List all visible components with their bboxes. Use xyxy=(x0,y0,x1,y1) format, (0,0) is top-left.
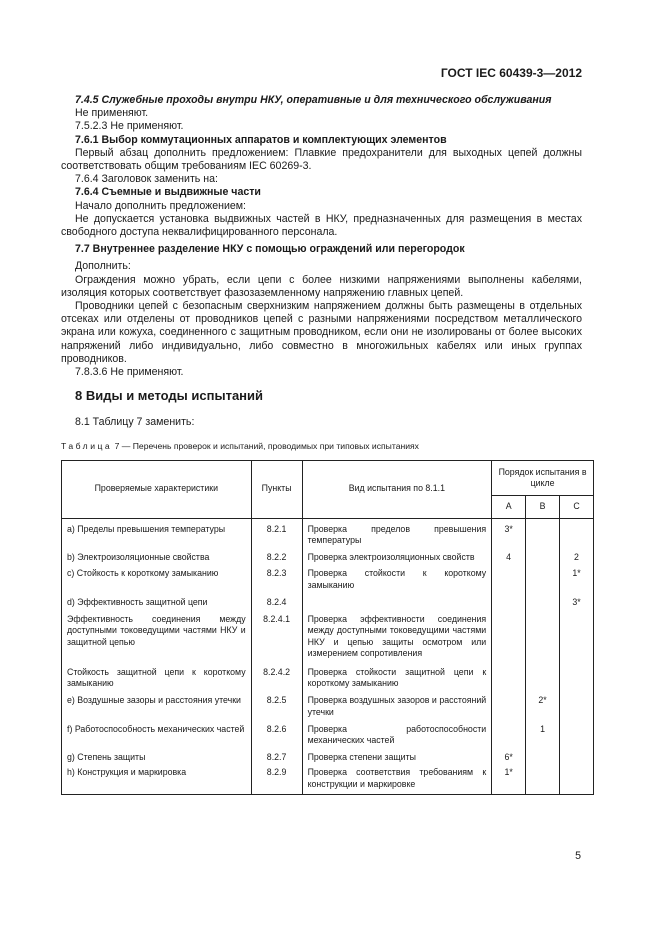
paragraph: Не применяют. xyxy=(75,107,149,120)
table-caption xyxy=(61,440,582,453)
table-row xyxy=(62,550,594,566)
cell-order-a xyxy=(492,693,526,721)
paragraph: 7.6.4 Заголовок заменить на: xyxy=(75,173,218,186)
document-body xyxy=(61,94,587,795)
cell-order-c xyxy=(560,750,594,765)
paragraph: 7.8.3.6 Не применяют. xyxy=(75,366,184,379)
cell-order-b xyxy=(526,518,560,550)
cell-order-a: 6* xyxy=(492,750,526,765)
cell-order-b xyxy=(526,765,560,794)
header-col-a: A xyxy=(492,495,526,518)
tests-table xyxy=(61,460,594,795)
cell-test-type: Проверка эффективности соединения между доступными токоведущими частями НКУ и цепью защиты осмотром или измерением сопротивления xyxy=(302,612,492,665)
clause-heading: 7.4.5 Служебные проходы внутри НКУ, оперативные и для технического обслуживания xyxy=(75,94,552,106)
cell-characteristic: c) Стойкость к короткому замыканию xyxy=(62,566,252,594)
cell-clause: 8.2.4 xyxy=(251,595,302,612)
cell-test-type: Проверка стойкости защитной цепи к короткому замыканию xyxy=(302,665,492,693)
cell-order-a: 4 xyxy=(492,550,526,566)
table-caption-text: 7 — Перечень проверок и испытаний, проводимых при типовых испытаниях xyxy=(114,440,419,451)
table-row xyxy=(62,566,594,594)
cell-characteristic: Стойкость защитной цепи к короткому замыканию xyxy=(62,665,252,693)
cell-clause: 8.2.4.2 xyxy=(251,665,302,693)
cell-order-a xyxy=(492,566,526,594)
cell-characteristic: d) Эффективность защитной цепи xyxy=(62,595,252,612)
cell-characteristic: f) Работоспособность механических частей xyxy=(62,722,252,750)
document-code: ГОСТ IEC 60439-3—2012 xyxy=(440,66,582,80)
cell-order-c: 2 xyxy=(560,550,594,566)
cell-clause: 8.2.6 xyxy=(251,722,302,750)
cell-order-c: 1* xyxy=(560,566,594,594)
table-row xyxy=(62,693,594,721)
cell-characteristic: b) Электроизоляционные свойства xyxy=(62,550,252,566)
cell-test-type: Проверка соответствия требованиям к конструкции и маркировке xyxy=(302,765,492,794)
cell-order-b: 1 xyxy=(526,722,560,750)
table-caption-word: Таблица xyxy=(61,440,113,451)
cell-order-b xyxy=(526,566,560,594)
cell-characteristic: g) Степень защиты xyxy=(62,750,252,765)
paragraph: Ограждения можно убрать, если цепи с более низкими напряжениями выполнены кабелями, изоляция которых соответствует фазозаземленному напряжению главных цепей. xyxy=(61,273,582,299)
table-row xyxy=(62,750,594,765)
cell-order-b xyxy=(526,550,560,566)
header-test-type: Вид испытания по 8.1.1 xyxy=(302,460,492,518)
clause-heading: 7.7 Внутреннее разделение НКУ с помощью ограждений или перегородок xyxy=(75,243,465,256)
cell-order-c xyxy=(560,665,594,693)
cell-order-a xyxy=(492,612,526,665)
table-row xyxy=(62,518,594,550)
cell-test-type: Проверка работоспособности механических частей xyxy=(302,722,492,750)
cell-order-a xyxy=(492,665,526,693)
cell-order-a xyxy=(492,595,526,612)
cell-order-c: 3* xyxy=(560,595,594,612)
section-heading: 8 Виды и методы испытаний xyxy=(75,388,264,404)
header-clauses: Пункты xyxy=(251,460,302,518)
cell-characteristic: h) Конструкция и маркировка xyxy=(62,765,252,794)
paragraph: Проводники цепей с безопасным сверхнизким напряжением должны быть размещены в отдельных отсеках или отделены от проводников цепей с разными напряжениями посредством металлического экрана или кожуха, соединенного с защитным проводником, если они не изолированы от более высоких напряжений либо индивидуально, либо совместно в многожильных кабелях или иных группах проводников. xyxy=(61,300,582,365)
cell-characteristic: e) Воздушные зазоры и расстояния утечки xyxy=(62,693,252,721)
cell-test-type: Проверка воздушных зазоров и расстояний утечки xyxy=(302,693,492,721)
cell-order-c xyxy=(560,765,594,794)
cell-order-a: 3* xyxy=(492,518,526,550)
cell-order-c xyxy=(560,693,594,721)
cell-test-type: Проверка пределов превышения температуры xyxy=(302,518,492,550)
table-row xyxy=(62,722,594,750)
clause-heading: 7.6.4 Съемные и выдвижные части xyxy=(75,186,261,199)
cell-characteristic: Эффективность соединения между доступными токоведущими частями НКУ и защитной цепью xyxy=(62,612,252,665)
cell-order-b xyxy=(526,612,560,665)
paragraph: Дополнить: xyxy=(75,260,131,273)
cell-clause: 8.2.7 xyxy=(251,750,302,765)
cell-clause: 8.2.3 xyxy=(251,566,302,594)
paragraph: Первый абзац дополнить предложением: Плавкие предохранители для выходных цепей должны соответствовать общим требованиям IEC 60269-3. xyxy=(61,146,582,173)
page-number: 5 xyxy=(575,850,581,862)
cell-clause: 8.2.1 xyxy=(251,518,302,550)
table-body xyxy=(62,518,594,794)
paragraph: 7.5.2.3 Не применяют. xyxy=(75,120,184,133)
cell-order-a xyxy=(492,722,526,750)
table-row xyxy=(62,665,594,693)
cell-order-b: 2* xyxy=(526,693,560,721)
cell-order-a: 1* xyxy=(492,765,526,794)
cell-test-type: Проверка электроизоляционных свойств xyxy=(302,550,492,566)
header-col-c: C xyxy=(560,495,594,518)
table-row xyxy=(62,595,594,612)
clause-heading: 7.6.1 Выбор коммутационных аппаратов и комплектующих элементов xyxy=(75,133,447,146)
cell-test-type: Проверка степени защиты xyxy=(302,750,492,765)
header-order: Порядок испытания в цикле xyxy=(492,460,594,495)
cell-order-c xyxy=(560,518,594,550)
cell-test-type: Проверка стойкости к короткому замыканию xyxy=(302,566,492,594)
cell-order-b xyxy=(526,595,560,612)
table-header xyxy=(62,460,594,518)
paragraph: Начало дополнить предложением: xyxy=(75,199,246,212)
paragraph: 8.1 Таблицу 7 заменить: xyxy=(75,416,195,429)
cell-clause: 8.2.2 xyxy=(251,550,302,566)
cell-clause: 8.2.5 xyxy=(251,693,302,721)
paragraph: Не допускается установка выдвижных частей в НКУ, предназначенных для размещения в местах свободного доступа неквалифицированного персонала. xyxy=(61,212,582,239)
cell-order-c xyxy=(560,722,594,750)
cell-test-type xyxy=(302,595,492,612)
cell-order-c xyxy=(560,612,594,665)
cell-characteristic: a) Пределы превышения температуры xyxy=(62,518,252,550)
header-col-b: B xyxy=(526,495,560,518)
table-row xyxy=(62,612,594,665)
cell-clause: 8.2.9 xyxy=(251,765,302,794)
cell-order-b xyxy=(526,750,560,765)
cell-clause: 8.2.4.1 xyxy=(251,612,302,665)
table-row xyxy=(62,765,594,794)
header-characteristics: Проверяемые характеристики xyxy=(62,460,252,518)
cell-order-b xyxy=(526,665,560,693)
